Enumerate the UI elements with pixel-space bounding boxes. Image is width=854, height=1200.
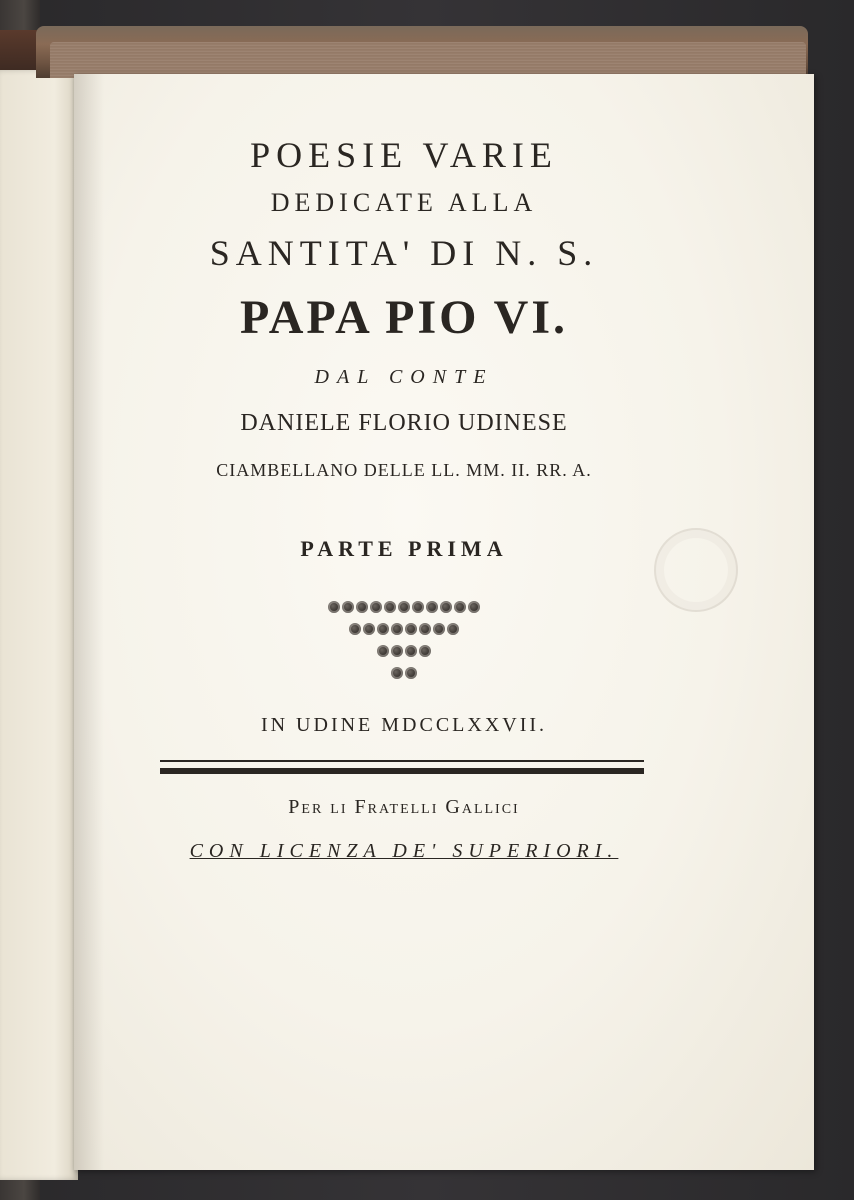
top-page-edges: [50, 42, 806, 78]
fleuron-icon: [433, 623, 445, 635]
fleuron-icon: [419, 623, 431, 635]
fleuron-icon: [468, 601, 480, 613]
fleuron-icon: [342, 601, 354, 613]
fleuron-row: [74, 640, 734, 662]
imprint-place-date: IN UDINE MDCCLXXVII.: [260, 714, 548, 736]
fleuron-icon: [426, 601, 438, 613]
fleuron-ornament: [74, 596, 734, 684]
fleuron-icon: [391, 645, 403, 657]
author-prefix: DAL CONTE: [314, 366, 494, 388]
title-line-3: SANTITA' DI N. S.: [209, 233, 599, 273]
author-title: CIAMBELLANO DELLE LL. MM. II. RR. A.: [216, 460, 592, 480]
left-page-edge: [0, 70, 78, 1180]
divider-rule-thick: [160, 768, 644, 774]
fleuron-icon: [328, 601, 340, 613]
part-label: PARTE PRIMA: [300, 536, 508, 561]
fleuron-icon: [447, 623, 459, 635]
author-name: DANIELE FLORIO UDINESE: [240, 410, 568, 436]
fleuron-icon: [405, 667, 417, 679]
fleuron-icon: [363, 623, 375, 635]
fleuron-icon: [440, 601, 452, 613]
fleuron-icon: [405, 623, 417, 635]
title-page: [74, 74, 814, 1170]
title-line-1: POESIE VARIE: [250, 135, 558, 175]
fleuron-icon: [412, 601, 424, 613]
fleuron-icon: [377, 623, 389, 635]
fleuron-icon: [349, 623, 361, 635]
printer-line: Per li Fratelli Gallici: [288, 796, 520, 818]
library-stamp: [654, 528, 738, 612]
fleuron-icon: [398, 601, 410, 613]
divider-rule-thin: [160, 760, 644, 762]
fleuron-icon: [454, 601, 466, 613]
fleuron-row: [74, 618, 734, 640]
fleuron-icon: [419, 645, 431, 657]
fleuron-row: [74, 662, 734, 684]
title-line-2: DEDICATE ALLA: [270, 188, 538, 217]
fleuron-icon: [377, 645, 389, 657]
fleuron-row: [74, 596, 734, 618]
fleuron-icon: [405, 645, 417, 657]
fleuron-icon: [356, 601, 368, 613]
license-line: CON LICENZA DE' SUPERIORI.: [189, 840, 619, 862]
fleuron-icon: [384, 601, 396, 613]
fleuron-icon: [391, 623, 403, 635]
spine-band: [0, 30, 40, 72]
fleuron-icon: [391, 667, 403, 679]
fleuron-icon: [370, 601, 382, 613]
title-line-4: PAPA PIO VI.: [239, 291, 568, 344]
